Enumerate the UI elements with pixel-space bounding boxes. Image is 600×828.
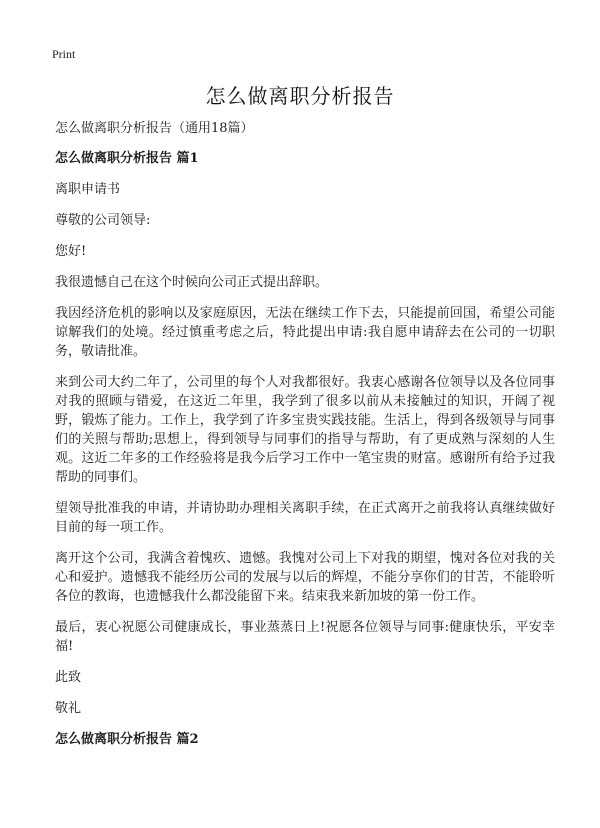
paragraph: 望领导批准我的申请，并请协助办理相关离职手续，在正式离开之前我将认真继续做好目前的每一项工作。: [55, 501, 555, 535]
letter-title: 离职申请书: [55, 182, 121, 197]
paragraph: 离开这个公司，我满含着愧疚、遗憾。我愧对公司上下对我的期望，愧对各位对我的关心和爱护。遗憾我不能经历公司的发展与以后的辉煌，不能分享你们的甘苦，不能聆听各位的教诲，也遗憾我什么都没能留下来。结束我来新加坡的第一份工作。: [55, 551, 555, 604]
paragraph: 来到公司大约二年了，公司里的每个人对我都很好。我衷心感谢各位领导以及各位同事对我的照顾与错爱，在这近二年里，我学到了很多以前从未接触过的知识，开阔了视野，锻炼了能力。工作上，我学到了许多宝贵实践技能。生活上，得到各级领导与同事们的关照与帮助;思想上，得到领导与同事们的指导与帮助，有了更成熟与深刻的人生观。这近二年多的工作经验将是我今后学习工作中一笔宝贵的财富。感谢所有给予过我帮助的同事们。: [55, 375, 555, 485]
document-body: [55, 119, 555, 761]
salutation: 尊敬的公司领导:: [55, 213, 151, 228]
section-heading-1: 怎么做离职分析报告 篇1: [55, 151, 199, 166]
document-title: 怎么做离职分析报告: [205, 84, 395, 108]
section-heading-2: 怎么做离职分析报告 篇2: [55, 732, 199, 747]
paragraph: 最后，衷心祝愿公司健康成长，事业蒸蒸日上!祝愿各位领导与同事:健康快乐，平安幸福!: [55, 620, 555, 654]
paragraph: 我很遗憾自己在这个时候向公司正式提出辞职。: [55, 275, 329, 290]
document-subtitle: 怎么做离职分析报告（通用18篇）: [55, 121, 254, 136]
greeting: 您好!: [55, 244, 87, 259]
closing-line: 此致: [55, 670, 82, 685]
print-label: Print: [52, 47, 76, 61]
paragraph: 我因经济危机的影响以及家庭原因，无法在继续工作下去，只能提前回国，希望公司能谅解我们的处境。经过慎重考虑之后，特此提出申请:我自愿申请辞去在公司的一切职务，敬请批准。: [55, 306, 555, 359]
closing-line: 敬礼: [55, 701, 82, 716]
